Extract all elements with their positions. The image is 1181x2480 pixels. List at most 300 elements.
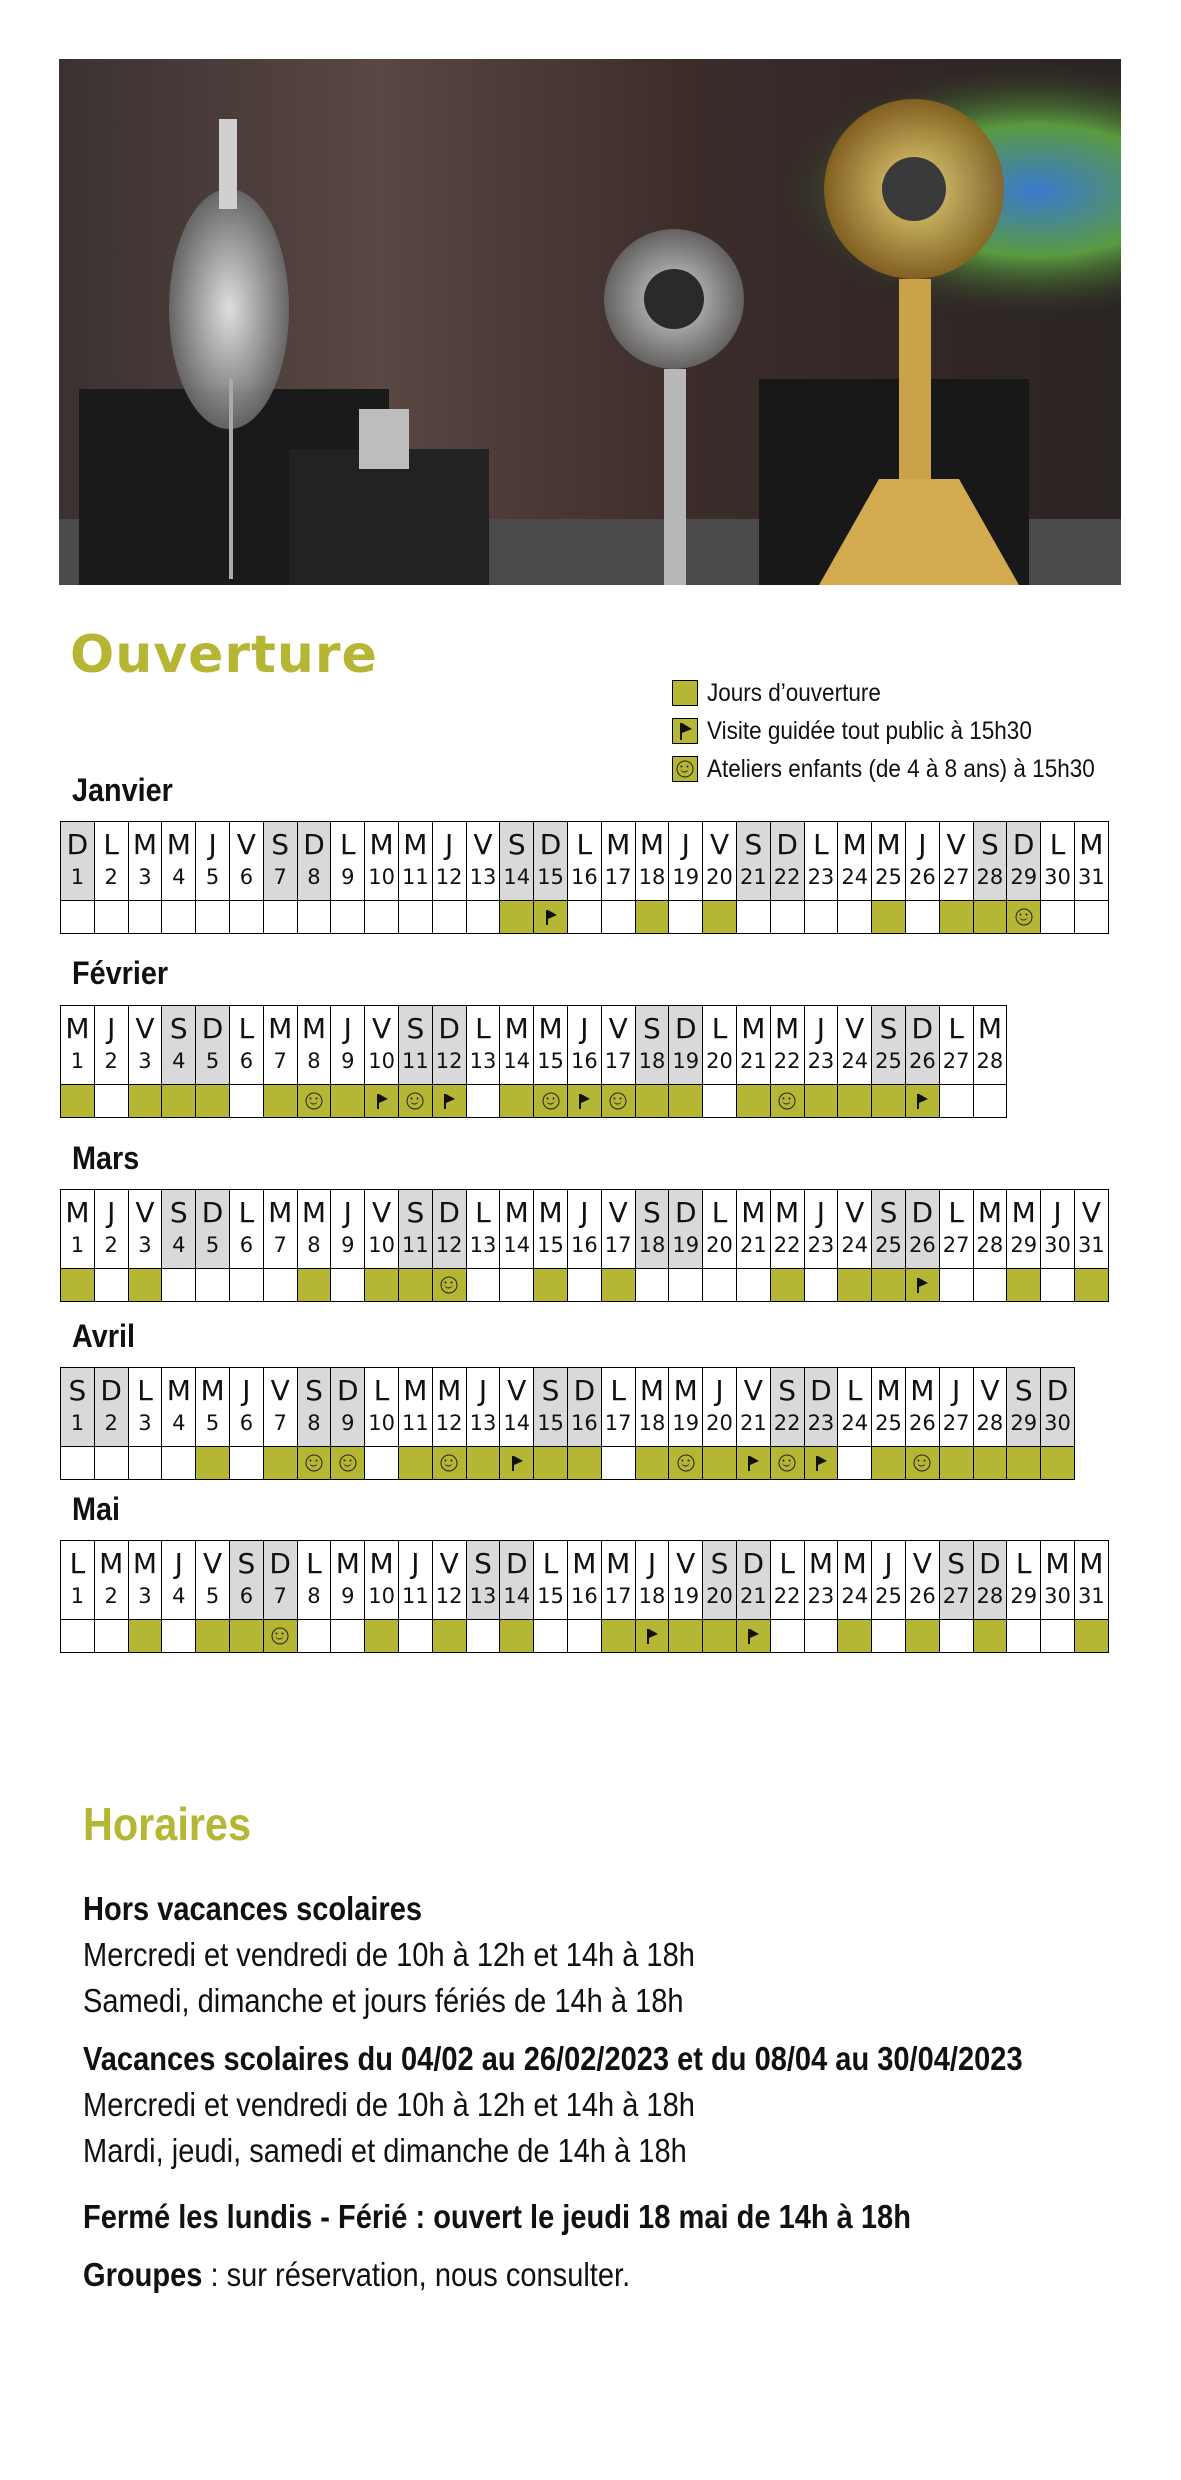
open-day-marker	[330, 1084, 365, 1118]
day-number: 6	[239, 865, 254, 889]
day-cell	[128, 821, 163, 901]
closed-day-marker	[466, 1619, 501, 1653]
day-letter: D	[201, 1196, 224, 1229]
day-number: 1	[70, 1411, 85, 1435]
smiley-icon	[272, 1628, 289, 1645]
day-cell	[837, 1540, 872, 1620]
closed-day-marker	[973, 1084, 1008, 1118]
month-title: Mai	[72, 1491, 121, 1527]
day-cell	[635, 821, 670, 901]
day-number: 7	[273, 1584, 287, 1608]
day-cell	[635, 1540, 670, 1620]
day-number: 14	[503, 1584, 531, 1608]
day-cell	[804, 1005, 839, 1085]
day-cell	[229, 1367, 264, 1447]
day-letter: D	[911, 1196, 934, 1229]
day-number: 12	[435, 865, 463, 889]
day-cell	[128, 1189, 163, 1269]
day-letter: J	[1053, 1196, 1062, 1229]
day-cell	[939, 1540, 974, 1620]
closed-day-marker	[195, 1268, 230, 1302]
day-letter: L	[779, 1547, 795, 1580]
day-cell	[364, 1005, 399, 1085]
day-number: 22	[773, 1411, 801, 1435]
open-day-marker	[60, 1084, 95, 1118]
day-letter: L	[103, 828, 119, 861]
open-day-marker	[533, 1268, 568, 1302]
day-number: 10	[368, 1049, 395, 1073]
closed-day-marker	[567, 1268, 602, 1302]
closed-day-marker	[973, 1268, 1008, 1302]
day-cell	[601, 821, 636, 901]
month-calendar	[60, 1368, 1075, 1480]
day-letter: M	[572, 1547, 597, 1580]
day-number: 21	[739, 1049, 767, 1073]
open-day-marker	[533, 1446, 568, 1480]
closed-day-marker	[905, 900, 940, 934]
day-cell	[804, 821, 839, 901]
month-title: Février	[72, 955, 169, 991]
open-day-marker	[668, 1619, 703, 1653]
day-number: 12	[435, 1233, 463, 1257]
day-number: 17	[604, 1584, 632, 1608]
legend-open	[672, 677, 1138, 709]
closed-day-marker	[939, 1619, 974, 1653]
day-letter: D	[201, 1012, 224, 1045]
day-letter: D	[438, 1012, 460, 1045]
day-letter: V	[270, 1374, 290, 1407]
day-cell	[432, 821, 467, 901]
open-day-marker	[499, 1619, 534, 1653]
day-letter: J	[951, 1374, 961, 1407]
day-letter: V	[371, 1196, 392, 1229]
day-number: 21	[739, 865, 767, 889]
smiley-icon	[339, 1455, 356, 1472]
day-letter: M	[741, 1196, 766, 1229]
schedule-line: Mercredi et vendredi de 10h à 12h et 14h à 18h	[83, 2086, 695, 2123]
closed-day-marker	[60, 900, 95, 934]
day-number: 11	[402, 865, 429, 889]
day-number: 16	[570, 1049, 598, 1073]
day-cell	[871, 1540, 906, 1620]
open-day-marker	[905, 1084, 940, 1118]
day-letter: M	[808, 1547, 834, 1580]
day-letter: V	[203, 1547, 223, 1580]
day-cell	[736, 1367, 771, 1447]
smiley-icon	[779, 1093, 796, 1110]
open-day-marker	[973, 1446, 1008, 1480]
day-cell	[567, 1540, 602, 1620]
day-cell	[1006, 1189, 1041, 1269]
smiley-icon	[677, 1455, 694, 1472]
day-cell	[466, 1005, 501, 1085]
schedule-heading-holidays: Vacances scolaires du 04/02 au 26/02/2023 et du 08/04 au 30/04/2023	[83, 2040, 1023, 2077]
day-cell	[1074, 1189, 1109, 1269]
day-letter: M	[504, 1012, 529, 1045]
day-cell	[263, 1540, 298, 1620]
day-number: 29	[1010, 1233, 1038, 1257]
day-cell	[398, 1540, 433, 1620]
open-day-marker	[128, 1268, 163, 1302]
day-cell	[499, 1005, 534, 1085]
day-cell	[432, 1005, 467, 1085]
day-letter: D	[303, 828, 325, 861]
day-cell	[533, 1367, 568, 1447]
smiley-icon	[542, 1093, 559, 1110]
day-cell	[770, 821, 805, 901]
day-cell	[601, 1189, 636, 1269]
day-number: 11	[402, 1049, 429, 1073]
open-day-marker	[1040, 1446, 1075, 1480]
day-number: 26	[908, 1233, 936, 1257]
day-number: 29	[1010, 1411, 1038, 1435]
day-cell	[432, 1189, 467, 1269]
day-cell	[128, 1540, 163, 1620]
day-number: 15	[537, 1411, 564, 1435]
day-number: 3	[138, 865, 152, 889]
day-cell	[466, 1189, 501, 1269]
open-day-marker	[871, 900, 906, 934]
open-day-marker	[195, 1619, 230, 1653]
closed-day-marker	[804, 900, 839, 934]
day-cell	[905, 1005, 940, 1085]
day-letter: D	[269, 1547, 291, 1580]
day-number: 18	[638, 1411, 666, 1435]
month-title: Avril	[72, 1318, 135, 1354]
open-day-marker	[736, 1084, 771, 1118]
day-number: 23	[807, 1411, 835, 1435]
day-letter: M	[538, 1012, 563, 1045]
day-cell	[60, 1367, 95, 1447]
day-cell	[195, 1367, 230, 1447]
closed-day-marker	[804, 1268, 839, 1302]
day-letter: D	[810, 1374, 832, 1407]
day-cell	[871, 1189, 906, 1269]
day-letter: S	[643, 1012, 661, 1045]
day-letter: D	[573, 1374, 596, 1407]
open-day-marker	[432, 1619, 467, 1653]
day-cell	[60, 1540, 95, 1620]
day-number: 10	[368, 1411, 395, 1435]
day-number: 23	[807, 1233, 835, 1257]
day-cell	[161, 1540, 196, 1620]
day-number: 7	[273, 865, 287, 889]
day-cell	[432, 1367, 467, 1447]
schedule-line: Mardi, jeudi, samedi et dimanche de 14h à 18h	[83, 2132, 687, 2169]
day-number: 18	[638, 865, 666, 889]
day-cell	[1040, 1540, 1075, 1620]
day-letter: D	[505, 1547, 528, 1580]
day-number: 17	[604, 865, 632, 889]
status-row	[60, 901, 1109, 934]
closed-day-marker	[94, 1084, 129, 1118]
day-number: 5	[205, 1233, 220, 1257]
closed-day-marker	[1006, 1619, 1041, 1653]
day-number: 11	[402, 1411, 429, 1435]
day-cell	[499, 1540, 534, 1620]
day-cell	[567, 1005, 602, 1085]
legend-workshop-label: Ateliers enfants (de 4 à 8 ans) à 15h30	[707, 754, 1095, 783]
day-number: 30	[1044, 1411, 1071, 1435]
closed-day-marker	[60, 1446, 95, 1480]
reliquary-photo	[59, 59, 1121, 585]
day-row	[60, 1190, 1109, 1269]
closed-day-marker	[668, 900, 703, 934]
day-cell	[94, 1367, 129, 1447]
day-cell	[1006, 1540, 1041, 1620]
open-day-marker	[973, 1619, 1008, 1653]
open-day-marker	[871, 1268, 906, 1302]
day-cell	[905, 1367, 940, 1447]
day-letter: M	[1011, 1196, 1036, 1229]
day-cell	[297, 1367, 332, 1447]
day-cell	[702, 1189, 737, 1269]
open-day-marker	[128, 1084, 163, 1118]
day-cell	[1040, 1189, 1075, 1269]
day-cell	[770, 1367, 805, 1447]
day-cell	[398, 1367, 433, 1447]
day-cell	[330, 1540, 365, 1620]
day-number: 20	[706, 1049, 733, 1073]
day-number: 13	[469, 1411, 497, 1435]
day-letter: L	[306, 1547, 322, 1580]
day-letter: M	[200, 1374, 225, 1407]
day-cell	[263, 1005, 298, 1085]
day-number: 18	[638, 1584, 666, 1608]
day-cell	[702, 821, 737, 901]
day-cell	[601, 1367, 636, 1447]
open-day-marker	[533, 1084, 568, 1118]
flag-icon	[373, 1092, 391, 1110]
day-number: 13	[469, 1584, 497, 1608]
day-number: 9	[341, 865, 355, 889]
day-letter: M	[166, 828, 191, 861]
day-number: 12	[435, 1584, 463, 1608]
day-number: 28	[976, 1233, 1004, 1257]
day-cell	[364, 821, 399, 901]
day-number: 22	[773, 1584, 801, 1608]
day-number: 3	[138, 1233, 152, 1257]
day-cell	[499, 1367, 534, 1447]
day-cell	[668, 1189, 703, 1269]
day-cell	[263, 1189, 298, 1269]
open-day-marker	[702, 1446, 737, 1480]
header-photo	[59, 59, 1121, 585]
day-number: 9	[341, 1049, 355, 1073]
day-number: 7	[273, 1049, 287, 1073]
open-day-marker	[1074, 1619, 1109, 1653]
day-number: 19	[672, 1049, 700, 1073]
day-letter: M	[673, 1374, 698, 1407]
open-day-marker	[770, 1446, 805, 1480]
day-cell	[229, 1005, 264, 1085]
closed-day-marker	[1040, 1619, 1075, 1653]
day-cell	[668, 1540, 703, 1620]
closed-day-marker	[466, 1084, 501, 1118]
day-letter: L	[475, 1012, 491, 1045]
day-number: 13	[469, 865, 497, 889]
day-number: 3	[138, 1411, 152, 1435]
day-number: 6	[239, 1049, 254, 1073]
day-number: 4	[172, 1411, 186, 1435]
day-cell	[330, 821, 365, 901]
day-number: 8	[307, 1233, 321, 1257]
open-day-marker	[736, 1446, 771, 1480]
day-number: 22	[773, 1233, 801, 1257]
day-number: 12	[435, 1049, 463, 1073]
day-letter: M	[369, 1547, 394, 1580]
day-number: 31	[1077, 865, 1105, 889]
day-cell	[770, 1540, 805, 1620]
day-cell	[499, 1189, 534, 1269]
day-number: 25	[875, 1584, 902, 1608]
day-cell	[736, 821, 771, 901]
closed-day-marker	[1074, 900, 1109, 934]
flag-icon	[440, 1092, 458, 1110]
day-letter: V	[439, 1547, 459, 1580]
day-cell	[466, 1367, 501, 1447]
day-number: 24	[841, 1411, 869, 1435]
closed-day-marker	[398, 1619, 433, 1653]
day-cell	[871, 821, 906, 901]
open-day-marker	[195, 1084, 230, 1118]
day-letter: M	[775, 1012, 800, 1045]
day-number: 4	[172, 1233, 186, 1257]
day-number: 16	[570, 1584, 598, 1608]
day-number: 28	[976, 1584, 1004, 1608]
day-letter: M	[876, 1374, 901, 1407]
day-number: 19	[672, 1411, 700, 1435]
day-letter: J	[580, 1196, 589, 1229]
day-cell	[499, 821, 534, 901]
open-day-marker	[297, 1084, 332, 1118]
day-letter: L	[948, 1196, 964, 1229]
day-letter: V	[946, 828, 966, 861]
closed-day-marker	[195, 900, 230, 934]
closed-day-marker	[398, 900, 433, 934]
day-number: 13	[469, 1049, 497, 1073]
legend-open-label: Jours d’ouverture	[707, 678, 881, 707]
open-day-marker	[939, 900, 974, 934]
open-day-marker	[871, 1446, 906, 1480]
open-day-marker	[635, 1084, 670, 1118]
closed-day-marker	[837, 1446, 872, 1480]
day-cell	[1074, 1540, 1109, 1620]
day-letter: V	[1081, 1196, 1101, 1229]
closed-day-marker	[364, 900, 399, 934]
day-letter: V	[676, 1547, 696, 1580]
open-day-marker	[567, 1084, 602, 1118]
day-number: 7	[273, 1233, 287, 1257]
smiley-icon	[672, 756, 698, 782]
closed-day-marker	[128, 1446, 163, 1480]
day-row	[60, 822, 1109, 901]
day-number: 22	[773, 865, 801, 889]
day-number: 16	[570, 1411, 598, 1435]
day-number: 21	[739, 1584, 767, 1608]
day-cell	[1074, 821, 1109, 901]
day-number: 4	[172, 1584, 186, 1608]
day-cell	[668, 821, 703, 901]
day-cell	[770, 1189, 805, 1269]
day-number: 14	[503, 865, 531, 889]
day-row	[60, 1368, 1075, 1447]
day-letter: J	[884, 1547, 893, 1580]
day-letter: M	[538, 1196, 563, 1229]
day-cell	[161, 1367, 196, 1447]
open-day-marker	[499, 1446, 534, 1480]
day-number: 29	[1010, 1584, 1038, 1608]
day-number: 12	[435, 1411, 463, 1435]
closed-day-marker	[364, 1446, 399, 1480]
open-day-marker	[871, 1084, 906, 1118]
day-number: 30	[1044, 1584, 1071, 1608]
day-letter: M	[132, 828, 158, 861]
closed-day-marker	[161, 1619, 196, 1653]
open-day-marker	[229, 1619, 264, 1653]
smiley-icon	[407, 1093, 424, 1110]
open-day-marker	[398, 1446, 433, 1480]
day-letter: M	[842, 828, 867, 861]
day-letter: S	[271, 828, 290, 861]
day-number: 27	[942, 1411, 970, 1435]
day-letter: V	[135, 1196, 155, 1229]
day-letter: S	[879, 1196, 898, 1229]
calendar-title: Ouverture	[70, 625, 378, 685]
day-cell	[466, 821, 501, 901]
open-day-marker	[263, 1084, 298, 1118]
open-day-marker	[432, 1268, 467, 1302]
closed-day-marker	[601, 1446, 636, 1480]
closed-day-marker	[161, 1268, 196, 1302]
day-number: 9	[341, 1584, 355, 1608]
day-letter: V	[608, 1012, 628, 1045]
day-letter: J	[715, 1374, 724, 1407]
day-letter: J	[174, 1547, 183, 1580]
month-calendar	[60, 1190, 1109, 1302]
closed-day-marker	[601, 900, 636, 934]
day-letter: L	[1049, 828, 1066, 861]
day-number: 26	[908, 1049, 936, 1073]
day-number: 4	[172, 1049, 186, 1073]
legend-workshop	[672, 753, 1138, 785]
day-cell	[973, 1367, 1008, 1447]
day-letter: J	[107, 1196, 116, 1229]
closed-day-marker	[297, 900, 332, 934]
status-row	[60, 1447, 1075, 1480]
day-letter: J	[918, 828, 927, 861]
schedule-line: Samedi, dimanche et jours fériés de 14h à 18h	[83, 1982, 684, 2019]
closed-day-marker	[466, 1268, 501, 1302]
day-letter: L	[137, 1374, 153, 1407]
day-number: 14	[503, 1233, 531, 1257]
day-letter: L	[711, 1012, 728, 1045]
day-letter: S	[237, 1547, 256, 1580]
groups-text: : sur réservation, nous consulter.	[202, 2256, 631, 2293]
day-cell	[195, 1540, 230, 1620]
open-day-marker	[736, 1619, 771, 1653]
day-cell	[330, 1005, 365, 1085]
day-number: 8	[307, 1049, 321, 1073]
month-title: Janvier	[72, 772, 173, 808]
smiley-icon	[779, 1455, 796, 1472]
day-cell	[905, 1189, 940, 1269]
day-cell	[94, 1189, 129, 1269]
flag-icon	[672, 718, 698, 744]
day-number: 20	[706, 1411, 733, 1435]
day-number: 2	[104, 1584, 118, 1608]
open-day-marker	[905, 1446, 940, 1480]
